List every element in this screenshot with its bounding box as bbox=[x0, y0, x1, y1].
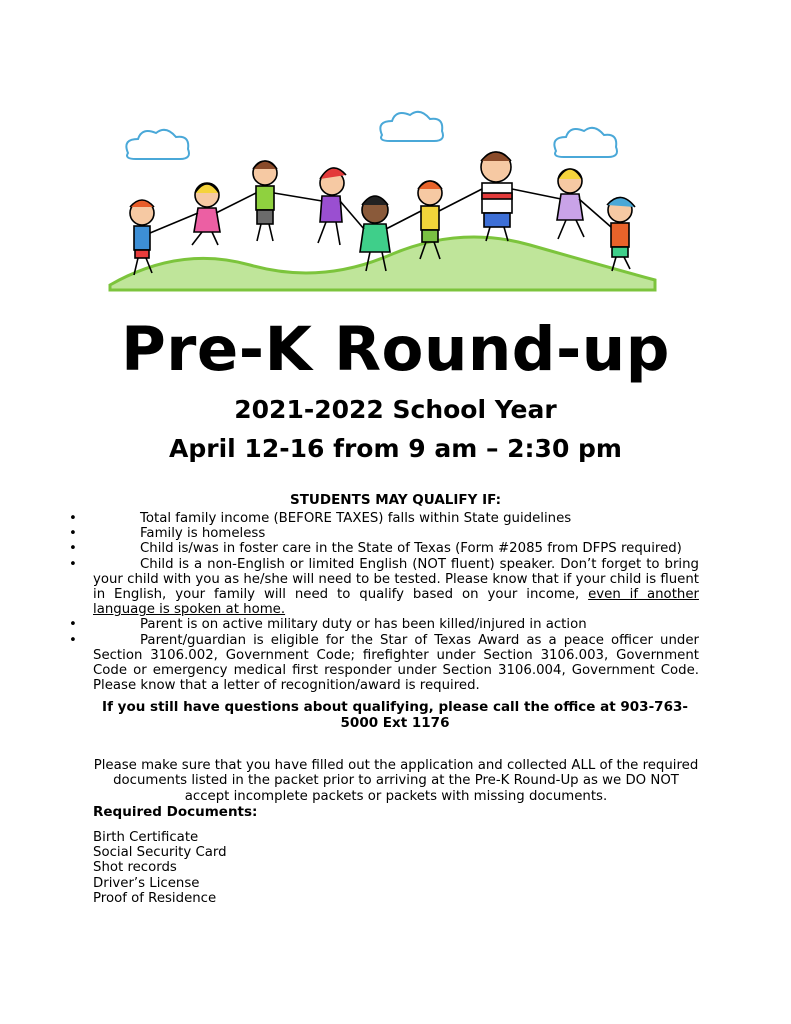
required-documents-heading: Required Documents: bbox=[93, 804, 258, 820]
document-item: Shot records bbox=[93, 860, 177, 876]
qualification-text: Parent is on active military duty or has been killed/injured in action bbox=[140, 617, 587, 633]
child-9 bbox=[607, 197, 635, 271]
qualification-list bbox=[69, 511, 699, 694]
qualification-item bbox=[69, 511, 699, 526]
child-4 bbox=[318, 168, 346, 245]
qualification-underlined-text: even if another language is spoken at home. bbox=[93, 587, 699, 618]
bullet-icon: • bbox=[69, 511, 77, 526]
bullet-icon: • bbox=[69, 541, 77, 557]
child-8 bbox=[557, 169, 584, 239]
event-dates: April 12-16 from 9 am – 2:30 pm bbox=[169, 434, 622, 463]
child-3 bbox=[253, 161, 277, 241]
qualification-item bbox=[69, 617, 699, 633]
qualification-item bbox=[69, 632, 699, 694]
document-item: Driver’s License bbox=[93, 875, 200, 891]
child-7 bbox=[481, 152, 512, 241]
qualification-item bbox=[69, 556, 699, 618]
cloud-right bbox=[554, 128, 617, 157]
instructions: Please make sure that you have filled out the application and collected ALL of the required documents listed in the packet prior to arriving at the Pre-K Round-Up as we DO NOT accept incomplete packets or packets with missing documents. bbox=[93, 758, 699, 804]
qualify-heading: STUDENTS MAY QUALIFY IF: bbox=[289, 492, 502, 508]
bullet-icon: • bbox=[69, 556, 77, 572]
cloud-center bbox=[380, 112, 443, 141]
qualification-text: Child is/was in foster care in the State of Texas (Form #2085 from DFPS required) bbox=[140, 541, 682, 557]
required-documents-list bbox=[93, 830, 227, 906]
qualification-text: Total family income (BEFORE TAXES) falls within State guidelines bbox=[140, 511, 572, 526]
document-item: Social Security Card bbox=[93, 845, 227, 861]
qualification-text: Child is a non-English or limited English (NOT fluent) speaker. Don’t forget to bring your child with you as he/she will need to be tested. Please know that if your child is fluent in English, your family will need to qualify based on your income, bbox=[93, 556, 699, 603]
bullet-icon: • bbox=[69, 526, 77, 542]
flyer-title: Pre-K Round-up bbox=[121, 314, 670, 385]
document-item: Proof of Residence bbox=[93, 890, 217, 906]
bullet-icon: • bbox=[69, 617, 77, 633]
child-1 bbox=[130, 200, 154, 275]
qualification-text: Family is homeless bbox=[140, 526, 266, 542]
document-item: Birth Certificate bbox=[93, 830, 199, 845]
school-year: 2021-2022 School Year bbox=[234, 395, 557, 424]
cloud-left bbox=[126, 130, 189, 159]
bullet-icon: • bbox=[69, 632, 77, 648]
qualification-item bbox=[69, 541, 699, 557]
contact-info: If you still have questions about qualifying, please call the office at 903-763-5000 Ext 1176 bbox=[102, 699, 688, 731]
children-holding-hands-illustration bbox=[100, 95, 660, 295]
qualification-item bbox=[69, 526, 699, 542]
qualification-text: Parent/guardian is eligible for the Star of Texas Award as a peace officer under Section 3106.002, Government Code; firefighter under Section 3106.003, Government Code or emergency medical first responder under Section 3106.004, Government Code. Please know that a letter of recognition/award is required. bbox=[93, 632, 699, 694]
